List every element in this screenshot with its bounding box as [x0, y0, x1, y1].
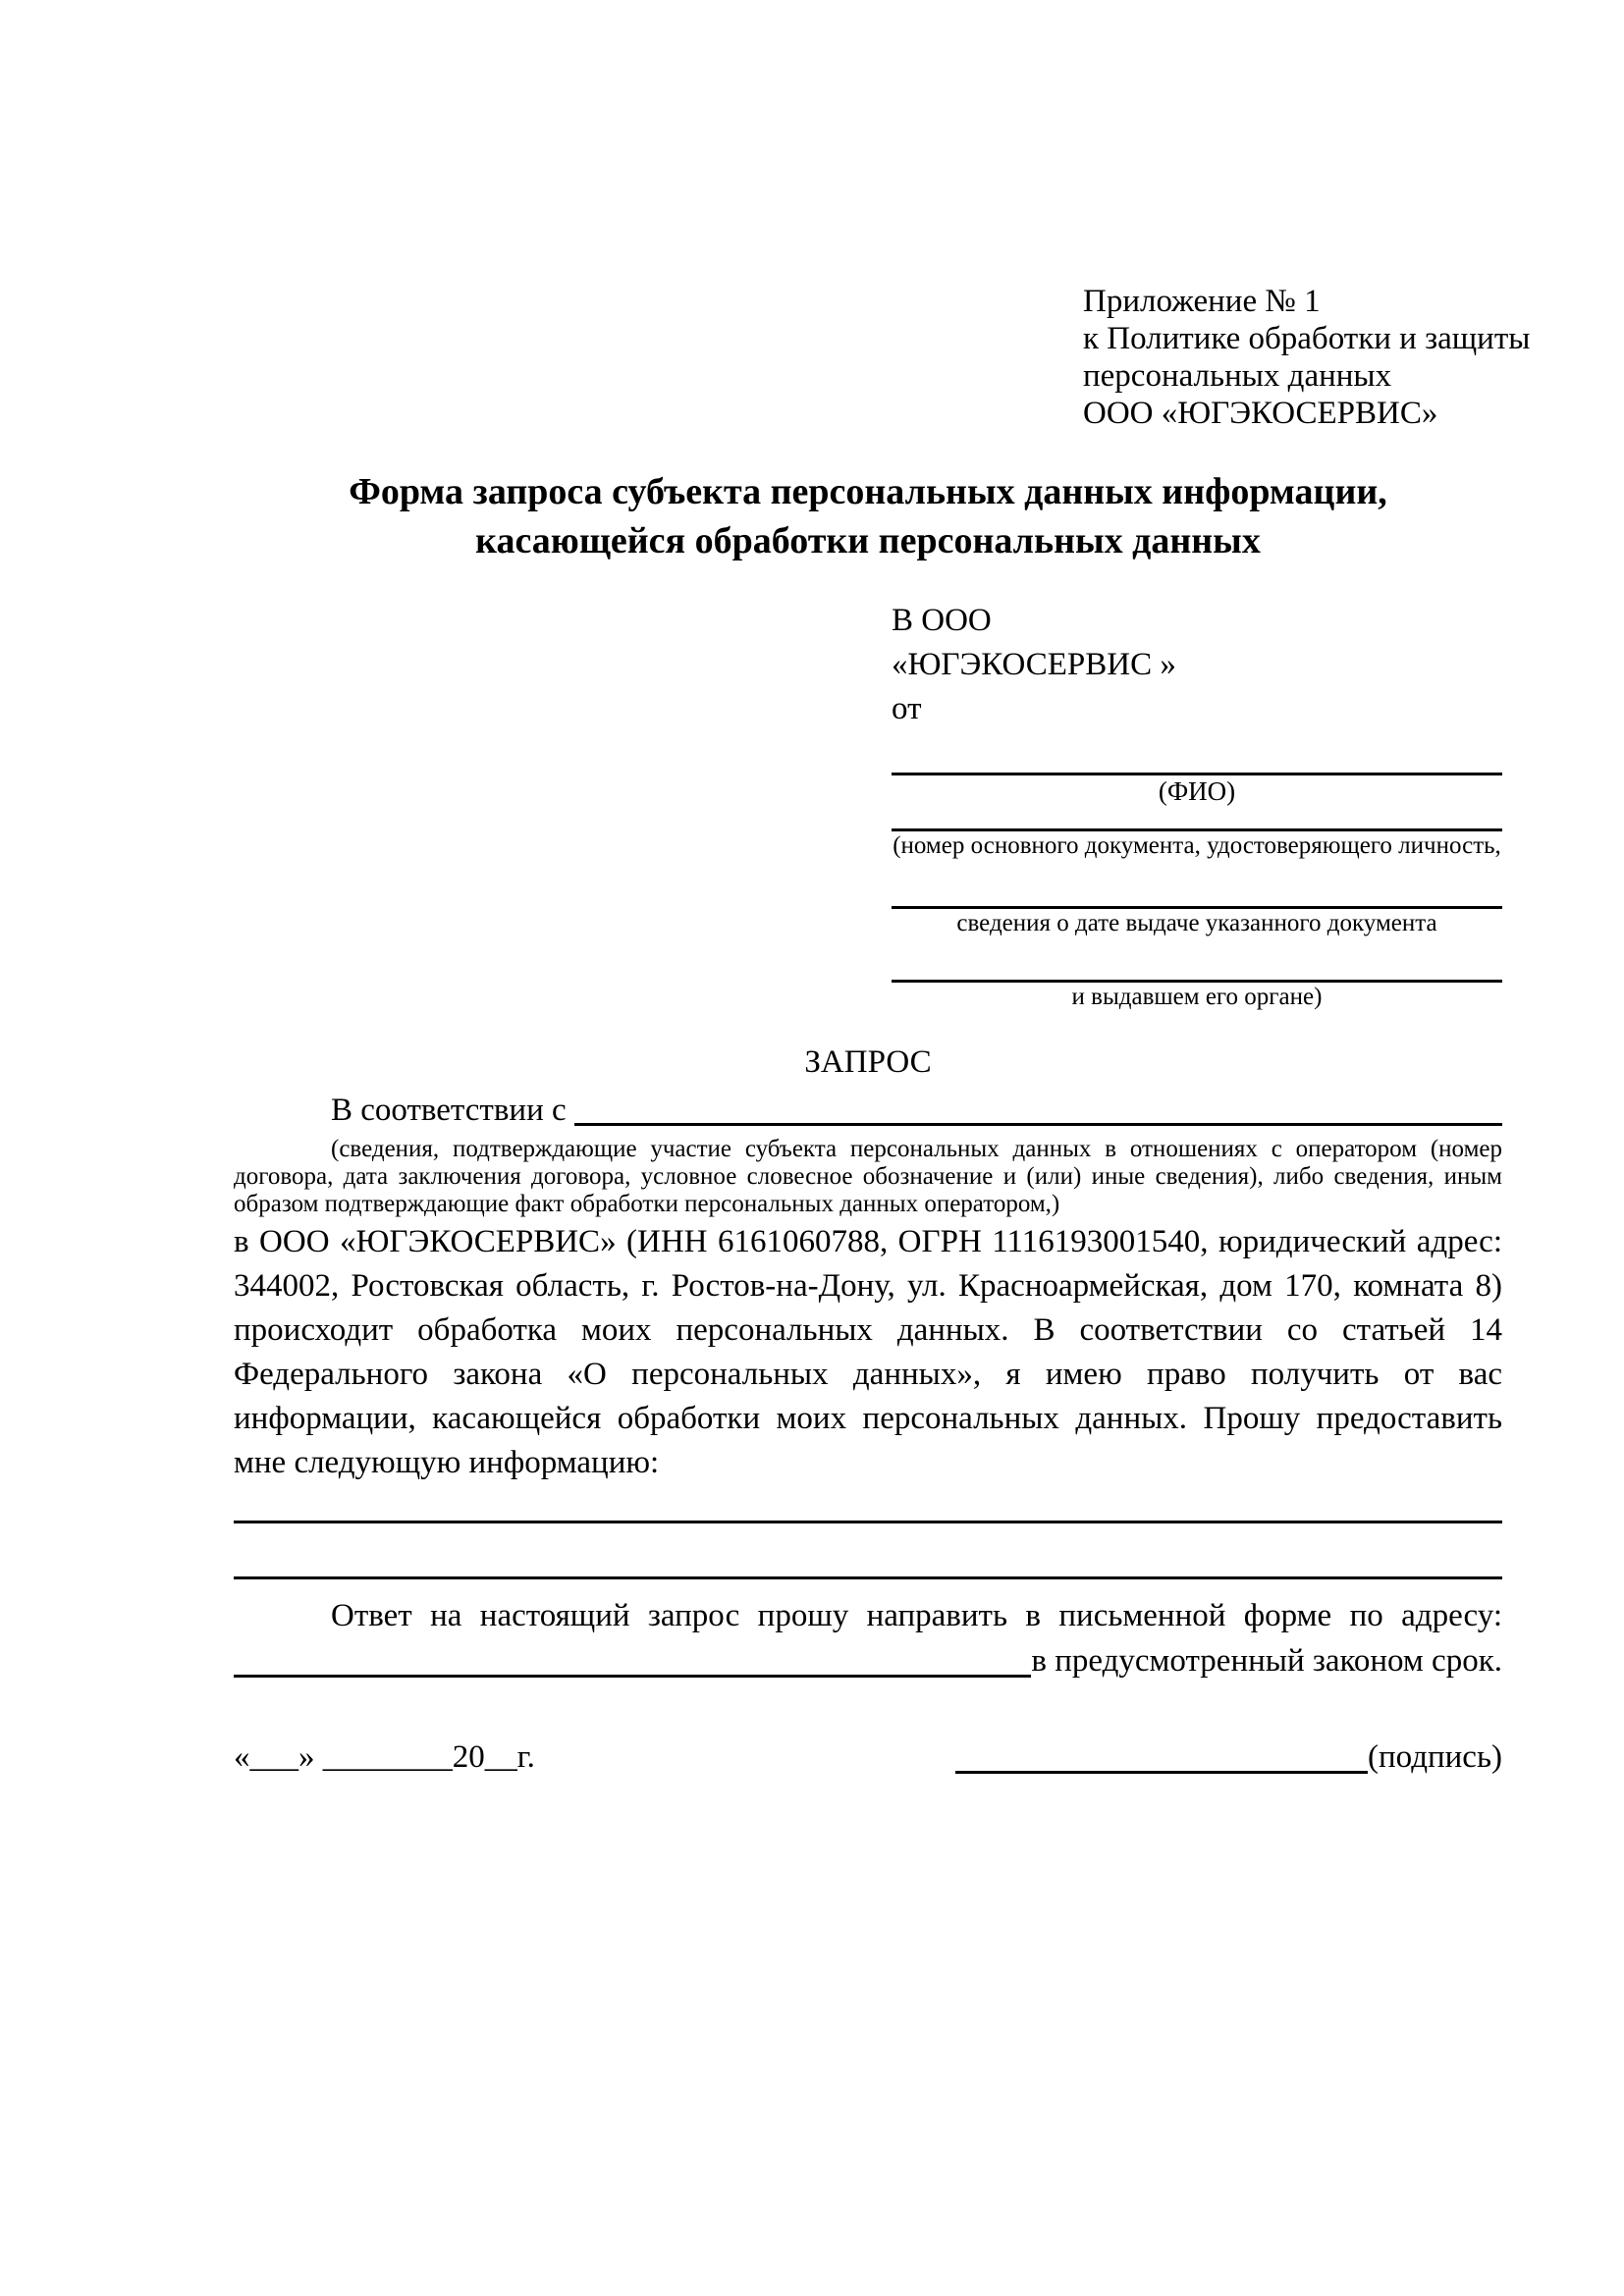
document-title [234, 467, 1502, 565]
info-blank-line-2 [234, 1576, 1502, 1579]
signature-caption: (подпись) [1368, 1739, 1502, 1775]
appendix-header-line: персональных данных [1083, 358, 1392, 394]
info-blank-line-1 [234, 1521, 1502, 1523]
document-number-caption: (номер основного документа, удостоверяющего личность, [893, 832, 1501, 859]
reply-address-line [234, 1638, 1502, 1683]
addressee-line: от [892, 691, 922, 726]
issuing-authority-caption: и выдавшем его органе) [1071, 984, 1323, 1010]
address-blank-line [234, 1638, 1031, 1678]
addressee-line: «ЮГЭКОСЕРВИС » [892, 647, 1176, 682]
date-blank: «___» ________20__г. [234, 1739, 535, 1775]
addressee-line: В ООО [892, 603, 992, 638]
fio-caption: (ФИО) [1158, 776, 1236, 806]
request-body: в ООО «ЮГЭКОСЕРВИС» (ИНН 6161060788, ОГРН 1116193001540, юридический адрес: 344002, Ростовская область, г. Ростов-на-Дону, ул. Красноармейская, дом 170, комната 8) происходит обработка моих персональных данных. В соответствии со статьей 14 Федерального закона «О персональных данных», я имею право получить от вас информации, касающейся обработки моих персональных данных. Прошу предоставить мне следующую информацию: [234, 1224, 1502, 1480]
reply-suffix: в предусмотренный законом срок. [1031, 1643, 1502, 1679]
appendix-header-line: Приложение № 1 [1083, 284, 1321, 319]
request-heading: ЗАПРОС [804, 1044, 932, 1080]
appendix-header-line: ООО «ЮГЭКОСЕРВИС» [1083, 396, 1438, 431]
signature-row [234, 1735, 1502, 1780]
intro-line [234, 1089, 1502, 1132]
document-title-line: Форма запроса субъекта персональных данных информации, [349, 471, 1387, 512]
signature-area [955, 1735, 1502, 1780]
intro-blank-line [574, 1089, 1502, 1126]
appendix-header-line: к Политике обработки и защиты [1083, 321, 1531, 356]
intro-prefix: В соответствии с [331, 1093, 574, 1128]
addressee-block [892, 599, 1502, 1012]
signature-blank-line [955, 1771, 1368, 1774]
appendix-header [1083, 283, 1531, 432]
intro-footnote: (сведения, подтверждающие участие субъекта персональных данных в отношениях с оператором (номер договора, дата заключения договора, условное словесное обозначение и (или) иные сведения), либо сведения, иным образом подтверждающие факт обработки персональных данных оператором,) [234, 1136, 1502, 1217]
issue-date-caption: сведения о дате выдаче указанного документа [956, 910, 1437, 936]
reply-instruction: Ответ на настоящий запрос прошу направить в письменной форме по адресу: [331, 1598, 1502, 1633]
document-title-line: касающейся обработки персональных данных [475, 520, 1261, 561]
